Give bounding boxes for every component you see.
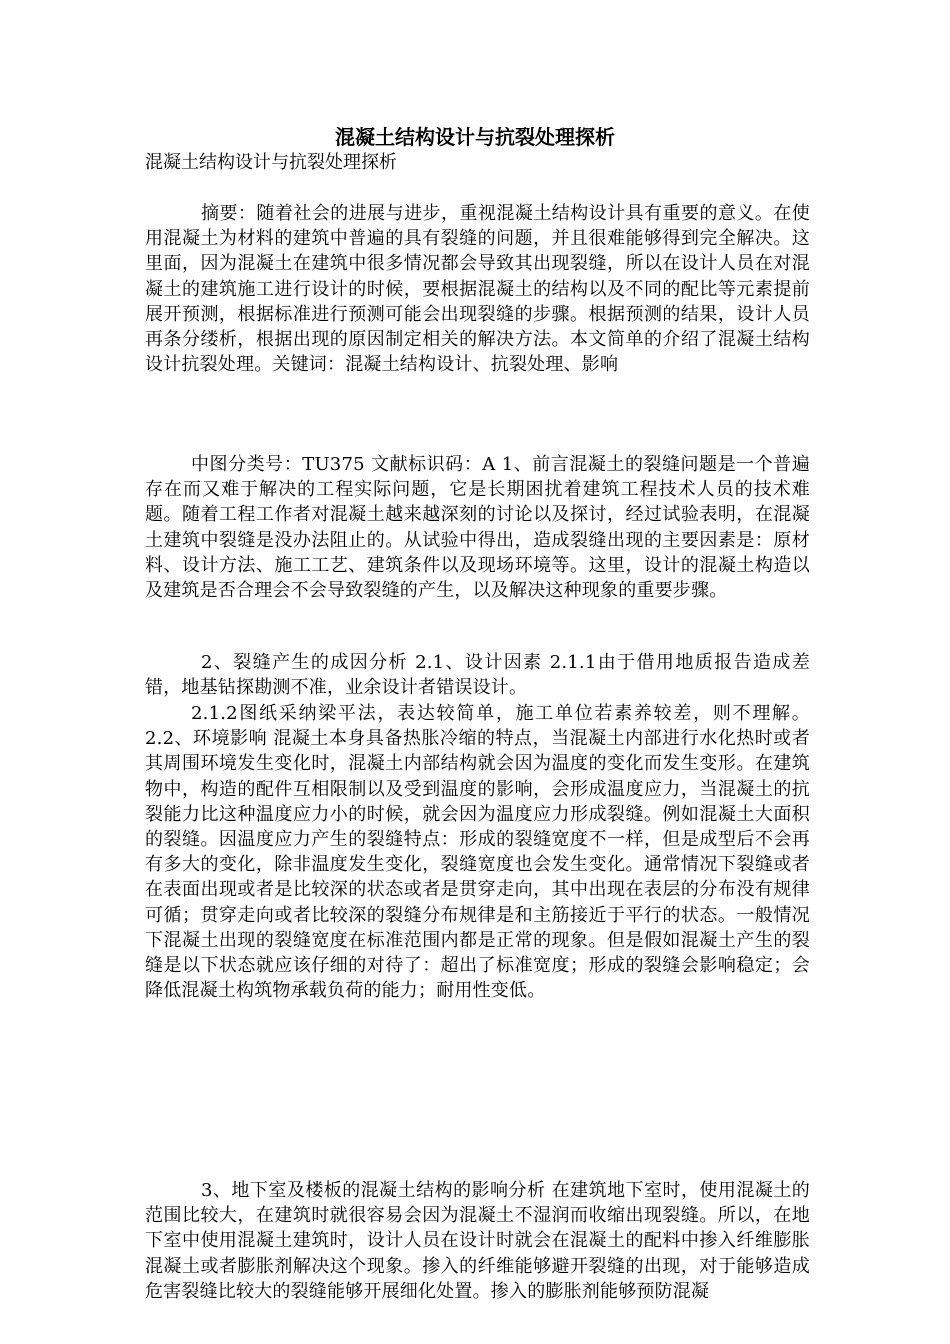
section-2-1-2-paragraph: 2.1.2图纸采纳梁平法，表达较简单，施工单位若素养较差，则不理解。 2.2、环境影响 混凝土本身具备热胀冷缩的特点，当混凝土内部进行水化热时或者其周围环境发生变化时，混凝土内部结构就会因为温度的变化而发生变形。在建筑物中，构造的配件互相限制以及受到温度的影响，会形成温度应力，当混凝土的抗裂能力比这种温度应力小的时候，就会因为温度应力形成裂缝。例如混凝土大面积的裂缝。因温度应力产生的裂缝特点：形成的裂缝宽度不一样，但是成型后不会再有多大的变化，除非温度发生变化，裂缝宽度也会发生变化。通常情况下裂缝或者在表面出现或者是比较深的状态或者是贯穿走向，其中出现在表层的分布没有规律可循；贯穿走向或者比较深的裂缝分布规律是和主筋接近于平行的状态。一般情况下混凝土出现的裂缝宽度在标准范围内都是正常的现象。但是假如混凝土产生的裂缝是以下状态就应该仔细的对待了：超出了标准宽度；形成的裂缝会影响稳定；会降低混凝土构筑物承载负荷的能力；耐用性变低。 xyxy=(145,703,810,1002)
document-title: 混凝土结构设计与抗裂处理探析 xyxy=(335,125,615,149)
document-subtitle: 混凝土结构设计与抗裂处理探析 xyxy=(145,152,397,173)
abstract-paragraph: 摘要：随着社会的进展与进步，重视混凝土结构设计具有重要的意义。在使用混凝土为材料的建筑中普遍的具有裂缝的问题，并且很难能够得到完全解决。这里面，因为混凝土在建筑中很多情况都会导致其出现裂缝，所以在设计人员在对混凝土的建筑施工进行设计的时候，要根据混凝土的结构以及不同的配比等元素提前展开预测，根据标准进行预测可能会出现裂缝的步骤。根据预测的结果，设计人员再条分缕析，根据出现的原因制定相关的解决方法。本文简单的介绍了混凝土结构设计抗裂处理。关键词：混凝土结构设计、抗裂处理、影响 xyxy=(145,203,810,376)
intro-paragraph: 中图分类号：TU375 文献标识码：A 1、前言混凝土的裂缝问题是一个普遍存在而又难于解决的工程实际问题，它是长期困扰着建筑工程技术人员的技术难题。随着工程工作者对混凝土越来越深刻的讨论以及探讨，经过试验表明，在混凝土建筑中裂缝是没办法阻止的。从试验中得出，造成裂缝出现的主要因素是：原材料、设计方法、施工工艺、建筑条件以及现场环境等。这里，设计的混凝土构造以及建筑是否合理会不会导致裂缝的产生，以及解决这种现象的重要步骤。 xyxy=(145,454,810,602)
section-2-paragraph: 2、裂缝产生的成因分析 2.1、设计因素 2.1.1由于借用地质报告造成差错，地基钻探勘测不准，业余设计者错误设计。 xyxy=(145,652,810,699)
section-3-paragraph: 3、地下室及楼板的混凝土结构的影响分析 在建筑地下室时，使用混凝土的范围比较大，在建筑时就很容易会因为混凝土不湿润而收缩出现裂缝。所以，在地下室中使用混凝土建筑时，设计人员在设计时就会在混凝土的配料中掺入纤维膨胀混凝土或者膨胀剂解决这个现象。掺入的纤维能够避开裂缝的出现，对于能够造成危害裂缝比较大的裂缝能够开展细化处置。掺入的膨胀剂能够预防混凝 xyxy=(145,1180,810,1302)
